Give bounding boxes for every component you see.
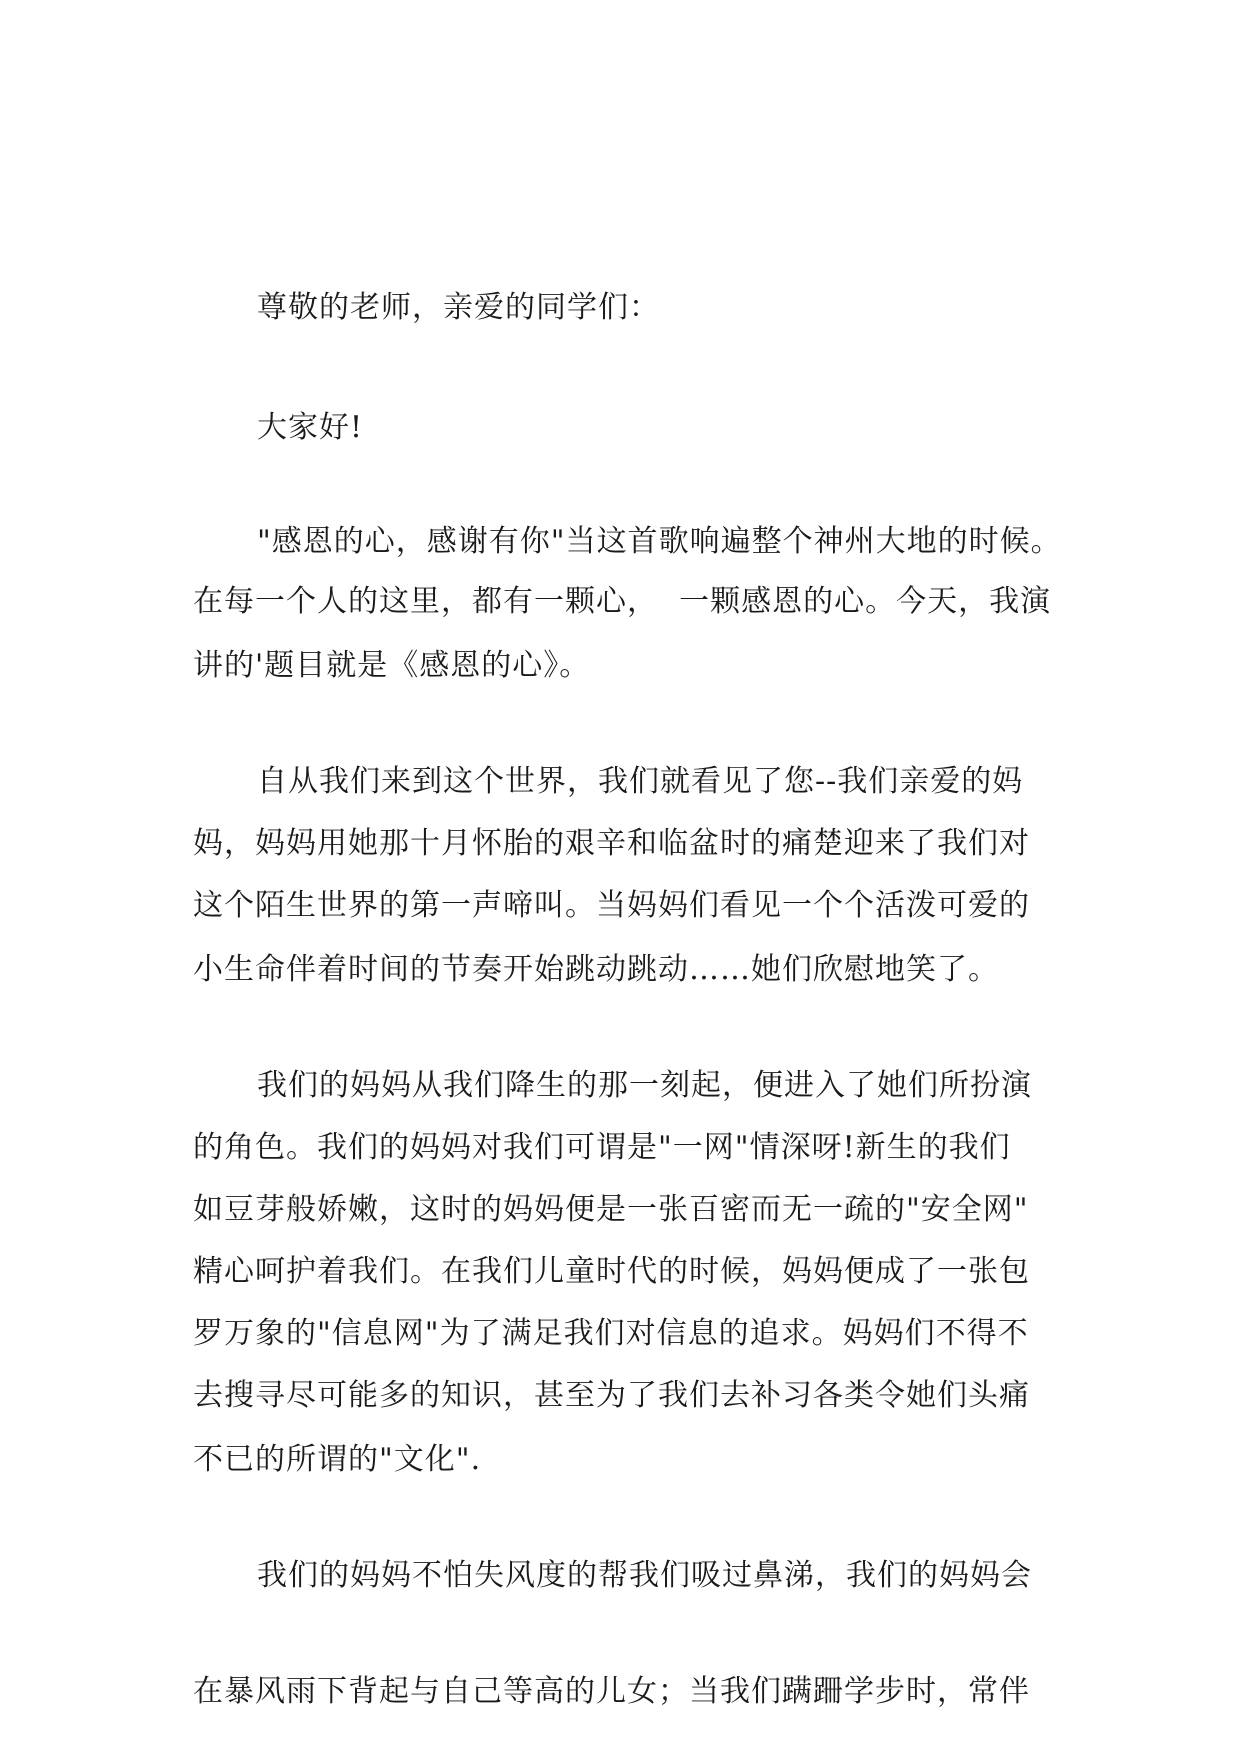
paragraph-2-line-2: 妈，妈妈用她那十月怀胎的艰辛和临盆时的痛楚迎来了我们对	[193, 826, 1030, 861]
greeting: 大家好!	[257, 410, 364, 445]
salutation: 尊敬的老师，亲爱的同学们：	[257, 290, 660, 325]
paragraph-3-line-7: 不已的所谓的"文化".	[193, 1442, 482, 1477]
paragraph-3-line-3: 如豆芽般娇嫩，这时的妈妈便是一张百密而无一疏的"安全网"	[193, 1192, 1029, 1227]
paragraph-2-line-3: 这个陌生世界的第一声啼叫。当妈妈们看见一个个活泼可爱的	[193, 888, 1030, 923]
paragraph-4-line-2: 在暴风雨下背起与自己等高的儿女；当我们蹒跚学步时，常伴	[193, 1674, 1030, 1709]
paragraph-3-line-5: 罗万象的"信息网"为了满足我们对信息的追求。妈妈们不得不	[193, 1316, 1029, 1351]
paragraph-4-line-1: 我们的妈妈不怕失风度的帮我们吸过鼻涕，我们的妈妈会	[257, 1558, 1032, 1593]
paragraph-1-line-3: 讲的'题目就是《感恩的心》。	[193, 648, 591, 683]
paragraph-3-line-4: 精心呵护着我们。在我们儿童时代的时候，妈妈便成了一张包	[193, 1254, 1030, 1289]
paragraph-1-line-2: 在每一个人的这里，都有一颗心， 一颗感恩的心。今天，我演	[193, 584, 1052, 619]
paragraph-2-line-4: 小生命伴着时间的节奏开始跳动跳动……她们欣慰地笑了。	[193, 952, 999, 987]
paragraph-3-line-2: 的角色。我们的妈妈对我们可谓是"一网"情深呀!新生的我们	[193, 1130, 1011, 1165]
paragraph-3-line-6: 去搜寻尽可能多的知识，甚至为了我们去补习各类令她们头痛	[193, 1378, 1030, 1413]
paragraph-3-line-1: 我们的妈妈从我们降生的那一刻起，便进入了她们所扮演	[257, 1068, 1032, 1103]
paragraph-2-line-1: 自从我们来到这个世界，我们就看见了您--我们亲爱的妈	[257, 764, 1024, 799]
paragraph-1-line-1: "感恩的心，感谢有你"当这首歌响遍整个神州大地的时候。	[257, 524, 1062, 559]
